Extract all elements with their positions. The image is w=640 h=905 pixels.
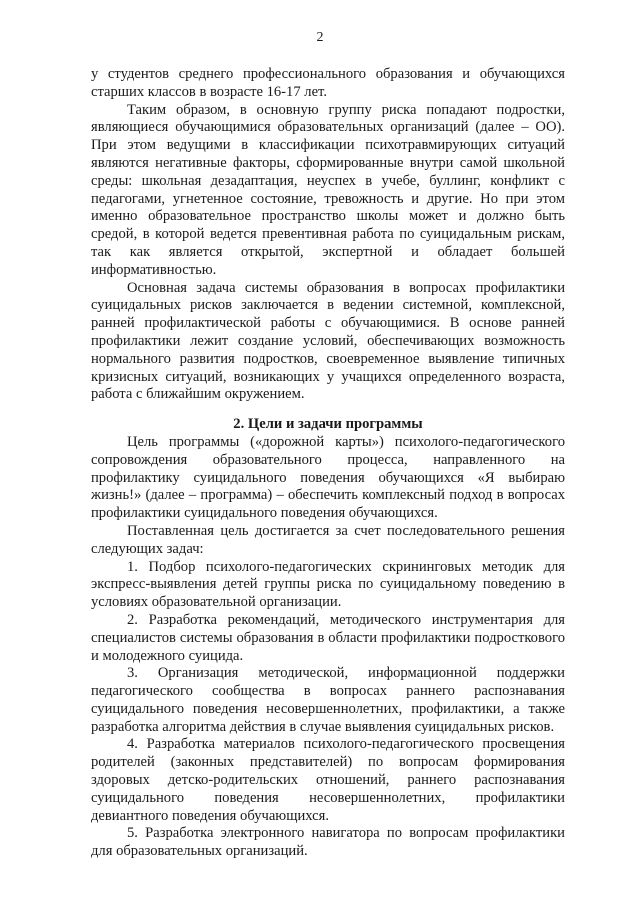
task-item: 3. Организация методической, информационной поддержки педагогического сообщества в вопросах раннего распознавания суицидального поведения несовершеннолетних, профилактики, а также разработка алгоритма действия в случае выявления суицидальных рисков. [91, 665, 565, 735]
task-item: 4. Разработка материалов психолого-педагогического просвещения родителей (законных представителей) по вопросам формирования здоровых детско-родительских отношений, раннего распознавания суицидального поведения несовершеннолетних, профилактики девиантного поведения обучающихся. [91, 736, 565, 824]
section-heading: 2. Цели и задачи программы [233, 416, 423, 433]
document-body [91, 66, 565, 861]
paragraph: Основная задача системы образования в вопросах профилактики суицидальных рисков заключается в ведении системной, комплексной, ранней профилактической работы с обучающимися. В основе ранней профилактики лежит создание условий, обеспечивающих возможность нормального развития подростков, своевременное выявление типичных кризисных ситуаций, возникающих у учащихся определенного возраста, работа с ближайшим окружением. [91, 279, 565, 403]
paragraph: Таким образом, в основную группу риска попадают подростки, являющиеся обучающимися образовательных организаций (далее – ОО). При этом ведущими в классификации психотравмирующих ситуаций являются негативные факторы, сформированные внутри самой школьной среды: школьная дезадаптация, неуспех в учебе, буллинг, конфликт с педагогами, угнетенное состояние, тревожность и другие. Но при этом именно образовательное пространство школы может и должно быть средой, в которой ведется превентивная работа по суицидальным рискам, так как является открытой, экспертной и обладает большей информативностью. [91, 101, 565, 278]
paragraph: у студентов среднего профессионального образования и обучающихся старших классов в возрасте 16-17 лет. [91, 66, 565, 100]
paragraph: Поставленная цель достигается за счет последовательного решения следующих задач: [91, 522, 565, 557]
task-item: 2. Разработка рекомендаций, методического инструментария для специалистов системы образования в области профилактики подросткового и молодежного суицида. [91, 611, 565, 664]
page-number: 2 [316, 30, 324, 45]
paragraph: Цель программы («дорожной карты») психолого-педагогического сопровождения образовательного процесса, направленного на профилактику суицидального поведения обучающихся «Я выбираю жизнь!» (далее – программа) – обеспечить комплексный подход в вопросах профилактики суицидального поведения обучающихся. [91, 433, 565, 522]
task-item: 1. Подбор психолого-педагогических скрининговых методик для экспресс-выявления детей группы риска по суицидальному поведению в условиях образовательной организации. [91, 558, 565, 611]
task-item: 5. Разработка электронного навигатора по вопросам профилактики для образовательных организаций. [91, 825, 565, 860]
